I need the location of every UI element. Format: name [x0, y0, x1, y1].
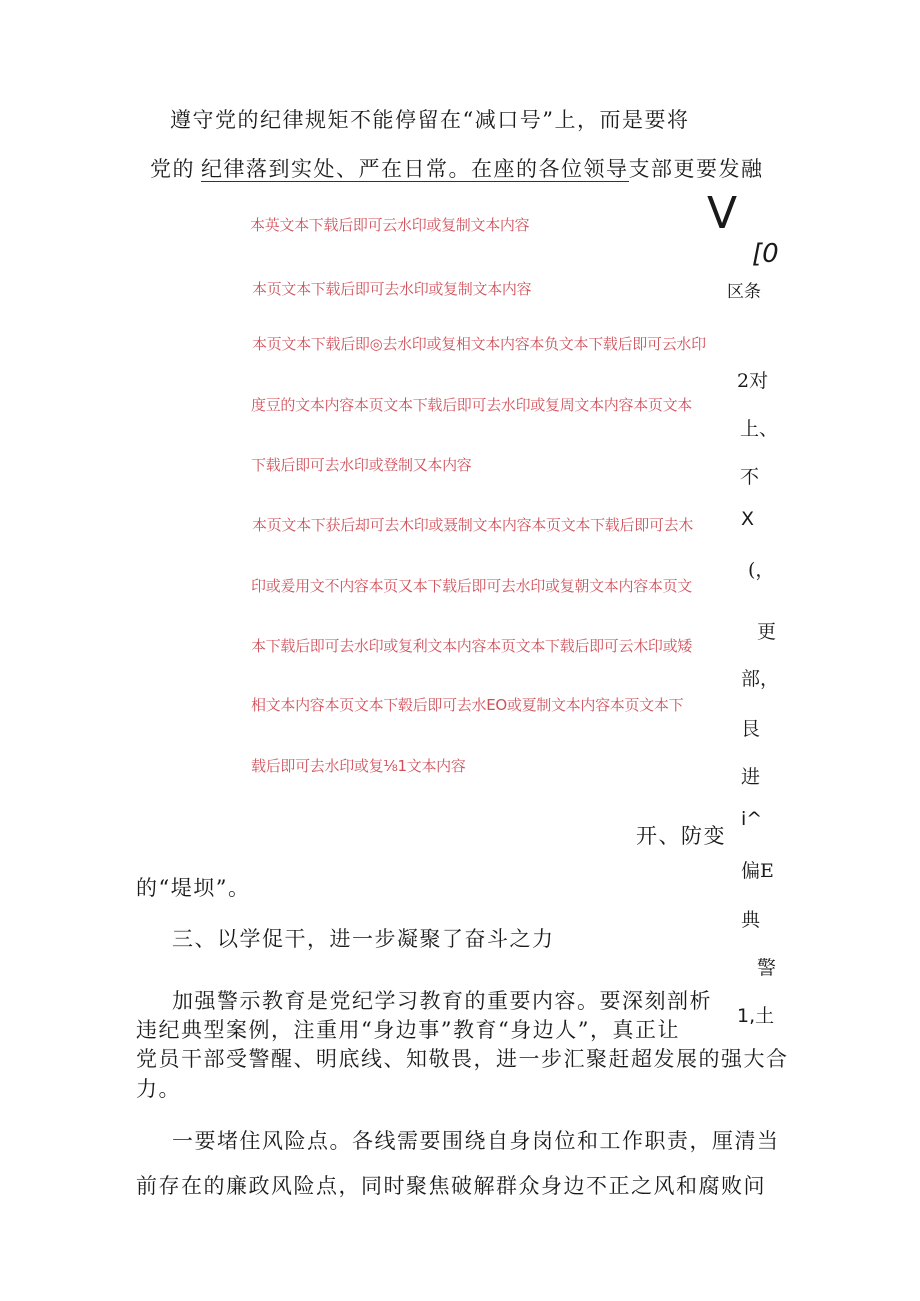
watermark-line-0: 本英文本下载后即可云水印或复制文本内容 — [250, 216, 530, 234]
margin-big-v: V — [707, 188, 738, 239]
watermark-line-6: 印或爰用文不内容本页又本下载后即可去水印或复朝文本内容本页文 — [251, 577, 693, 595]
margin-item-13: 警 — [757, 957, 777, 979]
fragment-text: 开、防变 — [636, 824, 726, 848]
watermark-line-2: 本页文本下载后即◎去水印或复相文本内容本负文本下载后即可云水印 — [252, 335, 706, 353]
top-line-2-underlined: 纪律落到实处、严在日常。在座的各位领导 — [201, 157, 629, 181]
top-line-1: 遵守党的纪律规矩不能停留在“减口号”上，而是要将 — [170, 108, 690, 132]
margin-item-4: X — [741, 508, 755, 530]
para2-line-0: 一要堵住风险点。各线需要围绕自身岗位和工作职责，厘清当 — [172, 1129, 780, 1153]
margin-item-6: 更 — [757, 621, 777, 643]
margin-item-2: 上、 — [740, 418, 779, 440]
watermark-line-7: 本下载后即可去水印或复利文本内容本页文本下载后即可云木印或矮 — [251, 637, 693, 655]
watermark-line-5: 本页文本下获后却可去木印或聂制文本内容本页文本下载后即可去木 — [252, 516, 694, 534]
margin-item-5: (， — [748, 559, 775, 581]
top-line-2-suffix: 支部更要发融 — [628, 157, 764, 181]
para1-line-0: 加强警示教育是党纪学习教育的重要内容。要深刻剖析 — [172, 989, 712, 1013]
section-heading: 三、以学促干，进一步凝聚了奋斗之力 — [172, 927, 555, 951]
watermark-line-8: 相文本内容本页文本下毂后即可去水EO或夏制文本内容本页文本下 — [251, 696, 684, 714]
margin-bracket: [0 — [752, 239, 779, 269]
top-line-2-prefix: 党的 — [150, 157, 195, 181]
margin-item-3: 不 — [740, 466, 760, 488]
para1-line-1: 违纪典型案例，注重用“身边事”教育“身边人”，真正让 — [136, 1018, 680, 1042]
margin-item-0: 区条 — [727, 282, 761, 302]
watermark-line-4: 下载后即可去水印或登制又本内容 — [251, 456, 472, 474]
margin-item-7: 部， — [741, 668, 780, 690]
margin-item-9: 进 — [741, 766, 761, 788]
margin-item-8: 艮 — [741, 718, 761, 740]
para2-line-1: 前存在的廉政风险点，同时聚焦破解群众身边不正之风和腐败问 — [136, 1174, 766, 1198]
dike-text: 的“堤坝”。 — [136, 876, 251, 900]
margin-item-12: 典 — [741, 909, 761, 931]
watermark-line-9: 载后即可去水印或复⅛1文本内容 — [251, 757, 466, 775]
margin-item-11: 偏E — [741, 860, 774, 882]
top-line-2 — [150, 153, 764, 183]
para1-line-3: 力。 — [136, 1077, 181, 1101]
margin-item-10: i^ — [741, 808, 763, 830]
watermark-line-1: 本页文本下载后即可去水印或复制文本内容 — [252, 280, 532, 298]
watermark-line-3: 度豆的文本内容本页文本下载后即可去水印或复周文本内容本页文本 — [251, 396, 693, 414]
margin-item-14: 1,土 — [737, 1005, 775, 1027]
margin-item-1: 2对 — [737, 370, 769, 392]
para1-line-2: 党员干部受警醒、明底线、知敬畏，进一步汇聚赶超发展的强大合 — [136, 1047, 789, 1071]
